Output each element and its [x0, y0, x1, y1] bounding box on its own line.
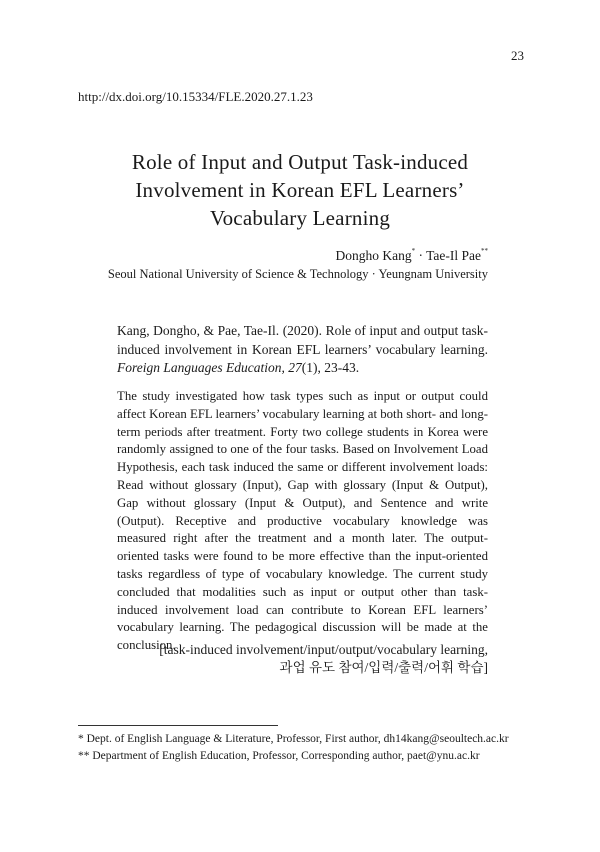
title-line-3: Vocabulary Learning: [209, 206, 391, 230]
paper-title: [0, 148, 600, 232]
author-1: Dongho Kang: [335, 248, 412, 263]
author-line: [335, 248, 488, 264]
citation-block: [117, 322, 488, 378]
title-line-1: Role of Input and Output Task-induced: [131, 150, 469, 174]
keywords-line-2: 과업 유도 참여/입력/출력/어휘 학습]: [279, 659, 488, 675]
abstract: The study investigated how task types such as input or output could affect Korean EFL learners’ vocabulary learning at both short- and long-term periods after treatment. Forty two college students in Korea were randomly assigned to one of the four tasks. Based on Involvement Load Hypothesis, each task induced the same or different involvement loads: Read without glossary (Input), Gap with glossary (Input & Output), Gap without glossary (Input & Output), and Sentence and write (Output). Receptive and productive vocabulary knowledge was measured right after the treatment and a month later. The output-oriented tasks were found to be more effective than the input-oriented tasks regardless of type of vocabulary knowledge. The current study concluded that modalities such as input or output other than task-induced involvement load can contribute to Korean EFL learners’ vocabulary learning. The pedagogical discussion will be made at the conclusion.: [117, 389, 488, 653]
footnote-divider: [78, 725, 278, 726]
footnote-2: ** Department of English Education, Professor, Corresponding author, paet@ynu.ac.kr: [78, 750, 480, 762]
footnotes: [78, 731, 509, 765]
author-2-footnote-mark: **: [481, 247, 488, 255]
doi-link[interactable]: http://dx.doi.org/10.15334/FLE.2020.27.1.23: [78, 89, 313, 104]
title-line-2: Involvement in Korean EFL Learners’: [135, 178, 465, 202]
author-1-footnote-mark: *: [411, 247, 416, 255]
citation-journal: Foreign Languages Education, 27: [117, 360, 302, 375]
author-separator: ·: [415, 248, 427, 263]
keywords-line-1: [task-induced involvement/input/output/vocabulary learning,: [159, 642, 488, 657]
citation-issue-pages: (1), 23-43.: [301, 360, 360, 375]
author-2: Tae-Il Pae: [426, 248, 481, 263]
keywords: [159, 641, 488, 677]
citation-text: Kang, Dongho, & Pae, Tae-Il. (2020). Role of input and output task-induced involvement in Korean EFL learners’ vocabulary learning.: [117, 323, 488, 357]
footnote-1: * Dept. of English Language & Literature, Professor, First author, dh14kang@seoultech.ac.kr: [78, 733, 509, 745]
page-number: 23: [511, 48, 524, 63]
affiliation: Seoul National University of Science & Technology · Yeungnam University: [107, 267, 488, 281]
